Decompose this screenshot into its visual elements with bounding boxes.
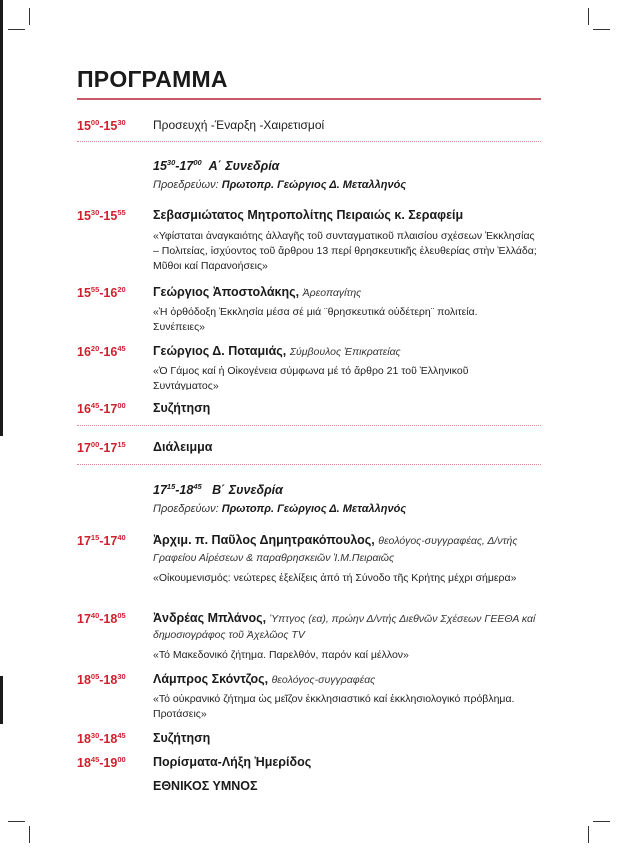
talk-topic: «Ἡ ὀρθόδοξη Ἐκκλησία μέσα σέ μιά ¨θρησκευτικά οὐδέτερη¨ πολιτεία. Συνέπειες» [153,306,478,333]
time-range: $15^{30}-15^{55}$ [77,208,126,223]
session-a-title: $15^{30}-17^{00}$ Α΄ Συνεδρία [153,158,280,173]
speaker-line: Γεώργιος Ἀποστολάκης, Ἀρεοπαγίτης [153,285,362,299]
talk-topic: «Τό οὐκρανικό ζήτημα ὡς μεῖζον ἐκκλησιαστικό καί ἐκκλησιολογικό πρόβλημα. Προτάσεις» [153,693,515,720]
speaker-role-cont: δημοσιογράφος τοῦ Ἀχελῶος TV [153,629,305,641]
page-title: ΠΡΟΓΡΑΜΜΑ [77,66,228,92]
break-label: Διάλειμμα [153,440,213,454]
dotted-divider [77,141,541,142]
speaker-line: Γεώργιος Δ. Ποταμιάς, Σύμβουλος Ἐπικρατείας [153,344,401,358]
closing-label: Πορίσματα-Λήξη Ἡμερίδος [153,755,312,769]
crop-mark-bottom-left-h [8,821,25,822]
time-range: $17^{00}-17^{15}$ [77,440,126,455]
crop-mark-bottom-left [29,826,30,843]
chair-line: Προεδρεύων: Πρωτοπρ. Γεώργιος Δ. Μεταλληνός [153,503,407,515]
opening-text: Προσευχή -Έναρξη -Χαιρετισμοί [153,118,325,132]
time-range: $16^{45}-17^{00}$ [77,401,126,416]
speaker-line: Ἀρχιμ. π. Παῦλος Δημητρακόπουλος, θεολόγος-συγγραφέας, Δ/ντής [153,533,518,547]
crop-mark-top-right [588,8,589,25]
time-range: $15^{55}-16^{20}$ [77,285,126,300]
crop-mark-top-left-h [8,29,25,30]
anthem-label: ΕΘΝΙΚΟΣ ΥΜΝΟΣ [153,779,258,793]
time-range: $18^{30}-18^{45}$ [77,731,126,746]
session-b-title: $17^{15}-18^{45}$ Β΄ Συνεδρία [153,482,283,497]
title-rule [77,98,541,100]
talk-topic: «Τό Μακεδονικό ζήτημα. Παρελθόν, παρόν καί μέλλον» [153,649,409,661]
time-range: $18^{05}-18^{30}$ [77,672,126,687]
crop-mark-top-left [29,8,30,25]
edge-bar-bottom [0,676,3,724]
time-range: $17^{15}-17^{40}$ [77,533,126,548]
time-range: $15^{00}-15^{30}$ [77,118,126,133]
discussion-label: Συζήτηση [153,731,211,745]
chair-line: Προεδρεύων: Πρωτοπρ. Γεώργιος Δ. Μεταλληνός [153,179,407,191]
crop-mark-bottom-right [588,826,589,843]
speaker-line: Λάμπρος Σκόντζος, θεολόγος-συγγραφέας [153,672,376,686]
speaker-line: Ἀνδρέας Μπλάνος, Ὑπτγος (εα), πρώην Δ/ντής Διεθνῶν Σχέσεων ΓΕΕΘΑ καί [153,611,536,625]
dotted-divider [77,425,541,426]
speaker-role-cont: Γραφείου Αἱρέσεων & παραθρησκειῶν Ἱ.Μ.Πειραιῶς [153,552,395,564]
speaker-line: Σεβασμιώτατος Μητροπολίτης Πειραιώς κ. Σεραφείμ [153,208,464,222]
dotted-divider [77,464,541,465]
time-range: $18^{45}-19^{00}$ [77,755,126,770]
discussion-label: Συζήτηση [153,401,211,415]
time-range: $17^{40}-18^{05}$ [77,611,126,626]
crop-mark-top-right-h [593,29,610,30]
crop-mark-bottom-right-h [593,821,610,822]
talk-topic: «Υφίσταται ἀναγκαιότης ἀλλαγῆς τοῦ συνταγματικοῦ πλαισίου σχέσεων Ἐκκλησίας – Πολιτείας, ἰσχύοντος τοῦ ἄρθρου 13 περί θρησκευτικῆς ἐλευθερίας στὴν Ἑλλάδα; Μῦθοι καί Παρανοήσεις» [153,230,537,272]
edge-bar-top [0,0,3,436]
talk-topic: «Ὁ Γάμος καί ἡ Οἰκογένεια σύμφωνα μέ τό ἄρθρο 21 τοῦ Ἑλληνικοῦ Συντάγματος» [153,365,469,390]
talk-topic: «Οἰκουμενισμός: νεώτερες ἐξελίξεις ἀπό τή Σύνοδο τῆς Κρήτης μέχρι σήμερα» [153,572,517,584]
time-range: $16^{20}-16^{45}$ [77,344,126,359]
